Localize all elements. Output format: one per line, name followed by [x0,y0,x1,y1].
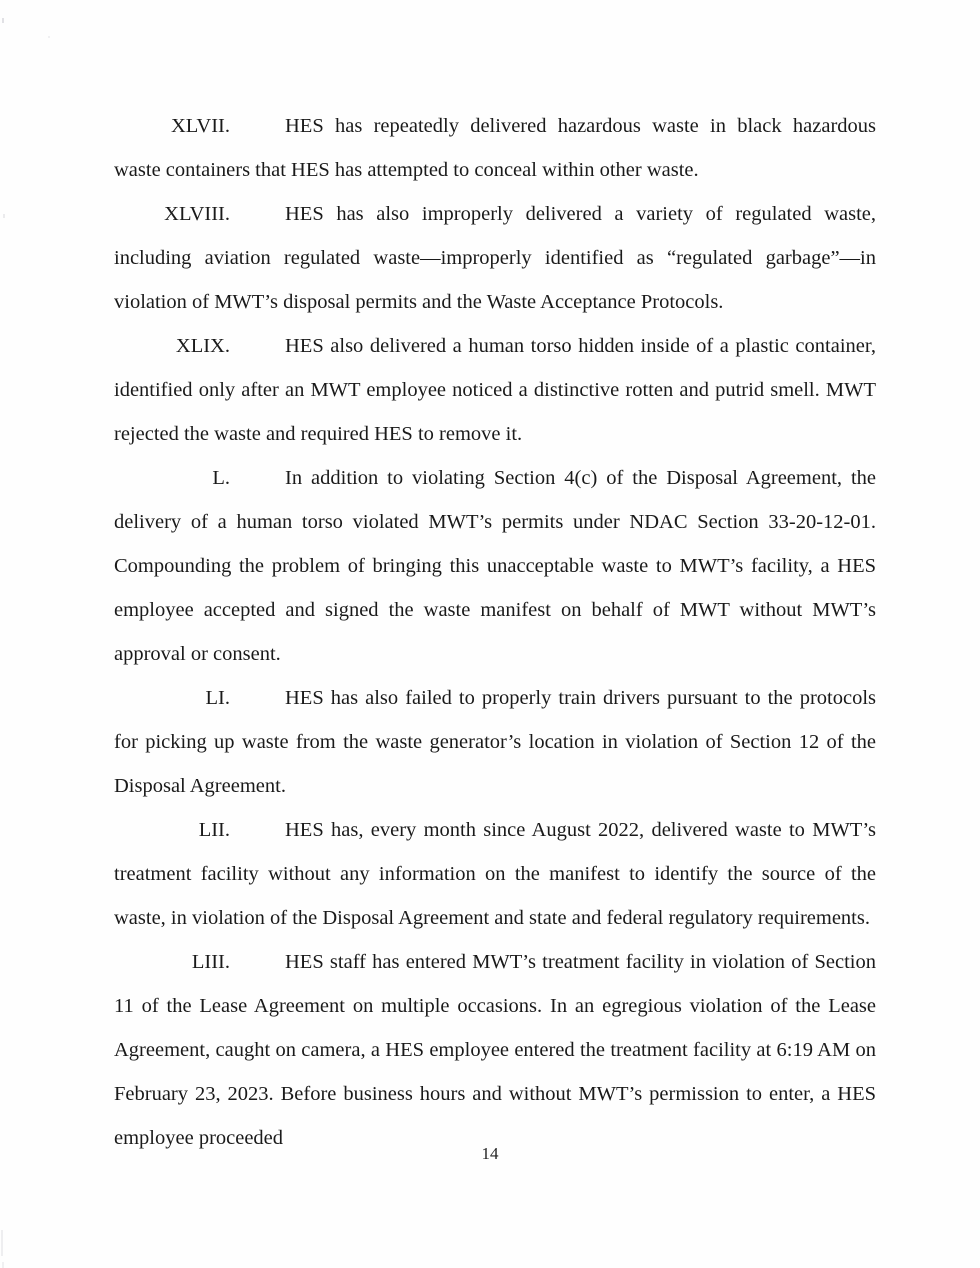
numbered-paragraph [114,104,876,192]
numbered-paragraph [114,808,876,940]
paragraph-numeral: XLVIII. [164,203,230,225]
paragraph-text: HES has, every month since August 2022, delivered waste to MWT’s treatment facility without any information on the manifest to identify the source of the waste, in violation of the Disposal Agreement and state and federal regulatory requirements. [114,819,876,929]
scan-artifact-speck [3,214,5,218]
scan-artifact-speck [2,18,4,23]
numbered-paragraph [114,940,876,1160]
paragraph-text: HES also delivered a human torso hidden inside of a plastic container, identified only after an MWT employee noticed a distinctive rotten and putrid smell. MWT rejected the waste and required HES to remove it. [114,335,876,445]
paragraph-numeral: LII. [198,819,230,841]
numbered-paragraph [114,324,876,456]
paragraph-numeral: XLVII. [170,115,230,137]
numbered-paragraph [114,456,876,676]
paragraph-text: HES has repeatedly delivered hazardous waste in black hazardous waste containers that HES has attempted to conceal within other waste. [114,115,876,181]
paragraph-text: HES staff has entered MWT’s treatment facility in violation of Section 11 of the Lease Agreement on multiple occasions. In an egregious violation of the Lease Agreement, caught on camera, a HES employee entered the treatment facility at 6:19 AM on February 23, 2023. Before business hours and without MWT’s permission to enter, a HES employee proceeded [114,951,876,1149]
paragraph-text: In addition to violating Section 4(c) of the Disposal Agreement, the delivery of a human torso violated MWT’s permits under NDAC Section 33-20-12-01. Compounding the problem of bringing this unacceptable waste to MWT’s facility, a HES employee accepted and signed the waste manifest on behalf of MWT without MWT’s approval or consent. [114,467,876,665]
numbered-paragraph [114,676,876,808]
paragraph-text: HES has also failed to properly train drivers pursuant to the protocols for picking up waste from the waste generator’s location in violation of Section 12 of the Disposal Agreement. [114,687,876,797]
page-number: 14 [481,1144,499,1163]
paragraph-text: HES has also improperly delivered a variety of regulated waste, including aviation regulated waste—improperly identified as “regulated garbage”—in violation of MWT’s disposal permits and the Waste Acceptance Protocols. [114,203,876,313]
scan-artifact-speck [48,36,50,38]
paragraph-numeral: LIII. [191,951,230,973]
scan-artifact-edge-line [1,1230,3,1256]
paragraph-numeral: XLIX. [175,335,230,357]
numbered-paragraph [114,192,876,324]
document-text-body [114,104,876,1160]
paragraph-numeral: LI. [205,687,230,709]
paragraph-numeral: L. [212,467,230,489]
scan-artifact-edge-line [2,1262,4,1268]
